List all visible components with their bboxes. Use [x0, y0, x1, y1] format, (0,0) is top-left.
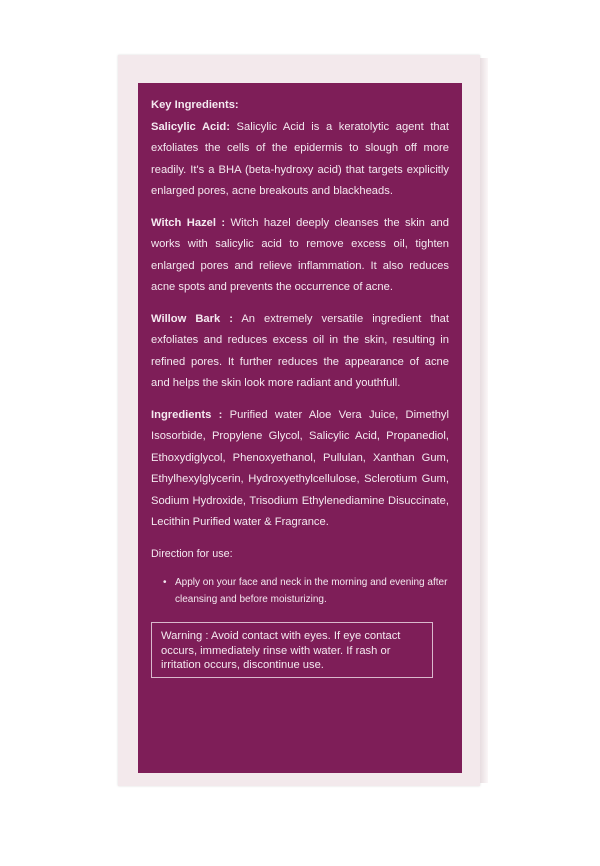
warning-box: Warning : Avoid contact with eyes. If eye contact occurs, immediately rinse with water. If rash or irritation occurs, discontinue use.: [151, 622, 433, 678]
direction-item-text: Apply on your face and neck in the morning and evening after cleansing and before moisturizing.: [175, 577, 448, 605]
list-item: [163, 574, 449, 608]
witch-hazel-text: Witch hazel deeply cleanses the skin and works with salicylic acid to remove excess oil, tighten enlarged pores and relieve inflammation. It also reduces acne spots and prevents the occurrence of acne.: [151, 216, 449, 293]
willow-bark-term: Willow Bark :: [151, 312, 233, 325]
willow-bark-text: An extremely versatile ingredient that exfoliates and reduces excess oil in the skin, resulting in refined pores. It further reduces the appearance of acne and helps the skin look more radiant and youthfull.: [151, 312, 450, 389]
ingredients-panel: [138, 83, 462, 773]
direction-for-use-title: Direction for use:: [151, 547, 233, 560]
ingredients-text: Purified water Aloe Vera Juice, Dimethyl Isosorbide, Propylene Glycol, Salicylic Acid, Propanediol, Ethoxydiglycol, Phenoxyethanol, Pullulan, Xanthan Gum, Ethylhexylglycerin, Hydroxyethylcellulose, Sclerotium Gum, Sodium Hydroxide, Trisodium Ethylenediamine Disuccinate, Lecithin Purified water & Fragrance.: [151, 408, 450, 528]
salicylic-acid-paragraph: [151, 117, 449, 203]
direction-list: [151, 574, 449, 608]
bullet-icon: •: [163, 577, 167, 588]
ingredients-paragraph: [151, 405, 449, 534]
willow-bark-paragraph: [151, 309, 449, 395]
witch-hazel-paragraph: [151, 213, 449, 299]
key-ingredients-title: Key Ingredients:: [151, 99, 239, 111]
witch-hazel-term: Witch Hazel :: [151, 216, 226, 229]
salicylic-acid-text: Salicylic Acid is a keratolytic agent that exfoliates the cells of the epidermis to slough off more readily. It's a BHA (beta-hydroxy acid) that targets explicitly enlarged pores, acne breakouts and blackheads.: [151, 120, 449, 197]
salicylic-acid-term: Salicylic Acid:: [151, 120, 230, 133]
ingredients-term: Ingredients :: [151, 408, 223, 421]
box-side-edge: [480, 58, 488, 783]
